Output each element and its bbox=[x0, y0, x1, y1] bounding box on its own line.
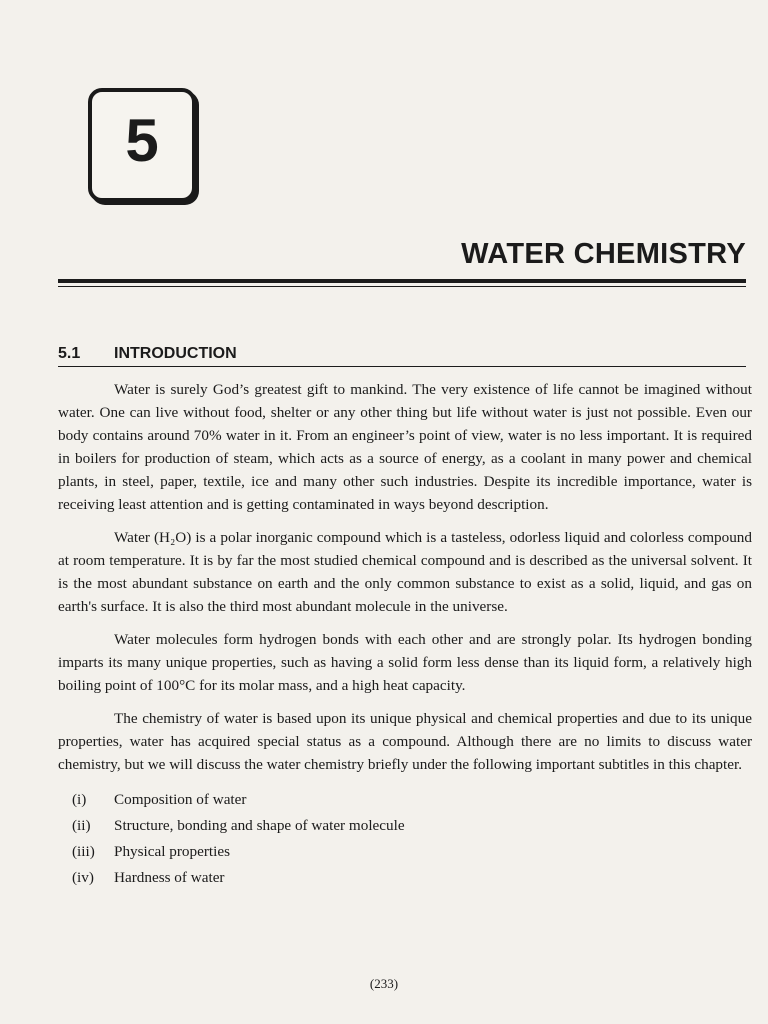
paragraph-3: Water molecules form hydrogen bonds with each other and are strongly polar. Its hydrogen bonding imparts its many unique properties, such as having a solid form less dense than its liquid form, a relatively high boiling point of 100°C for its molar mass, and a high heat capacity. bbox=[58, 631, 752, 694]
list-item-text: Structure, bonding and shape of water molecule bbox=[114, 816, 405, 834]
chapter-title: WATER CHEMISTRY bbox=[461, 238, 746, 270]
paragraph-4: The chemistry of water is based upon its unique physical and chemical properties and due to its unique properties, water has acquired special status as a compound. Although there are no limits to discuss water chemistry, but we will discuss the water chemistry briefly under the following important subtitles in this chapter. bbox=[58, 710, 752, 773]
list-marker: (ii) bbox=[72, 816, 91, 834]
page-number: (233) bbox=[369, 976, 399, 991]
list-item bbox=[58, 786, 752, 812]
paragraph-1: Water is surely God’s greatest gift to mankind. The very existence of life cannot be imagined without water. One can live without food, shelter or any other thing but life without water is just not possible. Even our body contains around 70% water in it. From an engineer’s point of view, water is no less important. It is required in boilers for production of steam, which acts as a source of energy, as a coolant in many power and chemical plants, in steel, paper, textile, ice and many other such industries. Despite its incredible importance, water is receiving least attention and is getting contaminated in ways beyond description. bbox=[58, 381, 752, 513]
list-item-text: Physical properties bbox=[114, 842, 230, 860]
body-text bbox=[58, 378, 752, 890]
chapter-number-box bbox=[88, 88, 196, 202]
section-number: 5.1 bbox=[58, 345, 81, 362]
list-item bbox=[58, 812, 752, 838]
list-item bbox=[58, 864, 752, 890]
section-title: INTRODUCTION bbox=[114, 345, 237, 362]
list-item bbox=[58, 838, 752, 864]
list-item-text: Composition of water bbox=[114, 790, 247, 808]
subtitle-list bbox=[58, 786, 752, 890]
title-rule-thick bbox=[58, 279, 746, 283]
list-item-text: Hardness of water bbox=[114, 868, 225, 886]
list-marker: (iii) bbox=[72, 842, 95, 860]
section-heading bbox=[58, 345, 746, 367]
chapter-number: 5 bbox=[125, 107, 159, 174]
title-rule-thin bbox=[58, 286, 746, 287]
paragraph-2: Water (H₂O) is a polar inorganic compound which is a tasteless, odorless liquid and colorless compound at room temperature. It is by far the most studied chemical compound and is described as the universal solvent. It is the most abundant substance on earth and the only common substance to exist as a solid, liquid, and gas on earth's surface. It is also the third most abundant molecule in the universe. bbox=[58, 529, 752, 615]
list-marker: (iv) bbox=[72, 868, 94, 886]
list-marker: (i) bbox=[72, 790, 87, 808]
